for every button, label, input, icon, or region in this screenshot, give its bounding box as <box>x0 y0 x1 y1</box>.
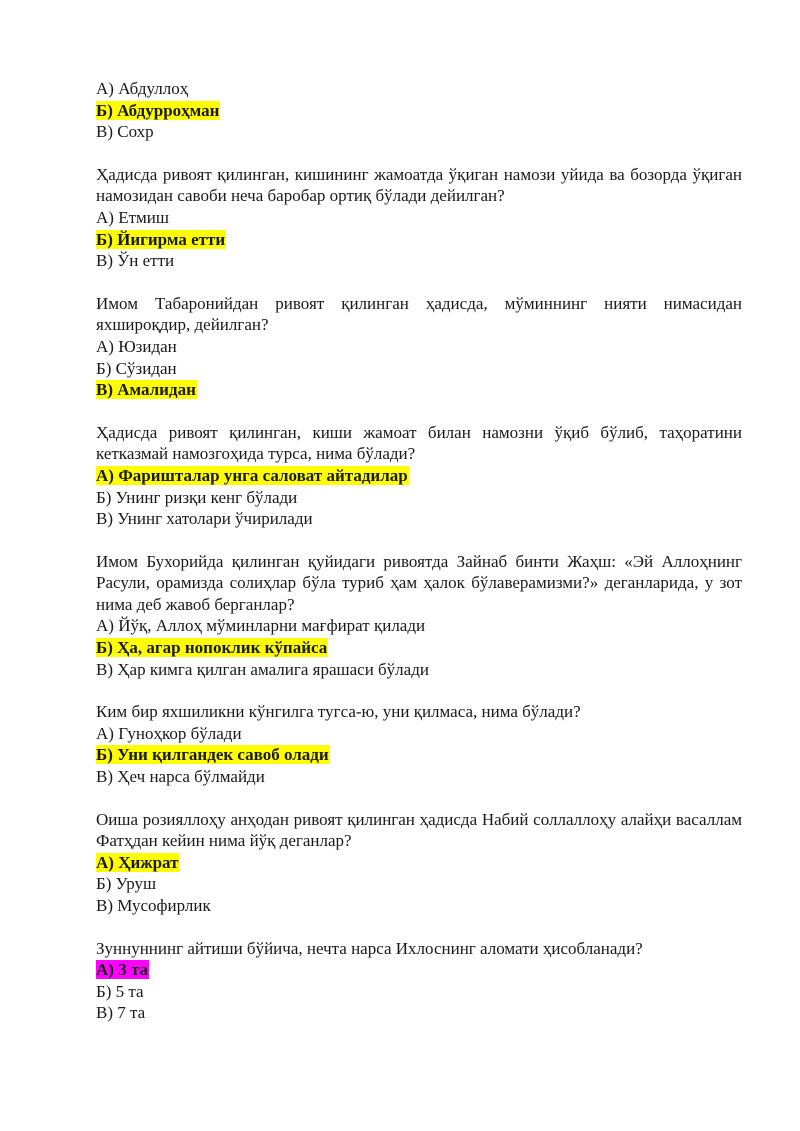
correct-answer-option: Б) Йигирма етти <box>96 229 226 249</box>
question-block-3 <box>96 422 742 530</box>
question-block-1 <box>96 164 742 272</box>
question-block-7 <box>96 938 742 1024</box>
answer-option: В) Сохр <box>96 122 154 142</box>
question-block-5 <box>96 701 742 787</box>
correct-answer-option: Б) Абдурроҳман <box>96 100 220 120</box>
question-text: Оиша розияллоҳу анҳодан ривоят қилинган ҳадисда Набий соллаллоҳу алайҳи васаллам Фатҳдан кейин нима йўқ деганлар? <box>96 809 742 851</box>
answer-option: А) Юзидан <box>96 336 177 356</box>
correct-answer-option: А) 3 та <box>96 960 148 980</box>
question-text: Ҳадисда ривоят қилинган, киши жамоат билан намозни ўқиб бўлиб, таҳоратини кетказмай намозгоҳида турса, нима бўлади? <box>96 422 742 464</box>
correct-answer-option: А) Ҳижрат <box>96 852 179 872</box>
question-block-2 <box>96 293 742 401</box>
question-text: Ҳадисда ривоят қилинган, кишининг жамоатда ўқиган намози уйида ва бозорда ўқиган намозидан савоби неча баробар ортиқ бўлади дейилган? <box>96 164 742 206</box>
document-page <box>96 78 742 1045</box>
correct-answer-option: А) Фаришталар унга саловат айтадилар <box>96 465 408 485</box>
answer-option: А) Етмиш <box>96 207 169 227</box>
question-block-0 <box>96 78 742 143</box>
answer-option: В) Унинг хатолари ўчирилади <box>96 509 313 529</box>
answer-option: Б) 5 та <box>96 981 144 1001</box>
answer-option: В) Мусофирлик <box>96 896 211 915</box>
correct-answer-option: В) Амалидан <box>96 380 196 400</box>
answer-option: В) Ҳеч нарса бўлмайди <box>96 767 265 787</box>
correct-answer-option: Б) Уни қилгандек савоб олади <box>96 745 329 765</box>
answer-option: В) Ҳар кимга қилган амалига ярашаси бўлади <box>96 659 429 679</box>
answer-option: Б) Унинг ризқи кенг бўлади <box>96 487 298 507</box>
answer-option: А) Абдуллоҳ <box>96 79 189 98</box>
answer-option: В) 7 та <box>96 1003 146 1023</box>
question-block-6 <box>96 809 742 917</box>
question-text: Имом Табаронийдан ривоят қилинган ҳадисда, мўминнинг нияти нимасидан яхшироқдир, дейилган? <box>96 293 742 335</box>
answer-option: Б) Сўзидан <box>96 358 177 378</box>
question-text: Зуннуннинг айтиши бўйича, нечта нарса Ихлоснинг аломати ҳисобланади? <box>96 938 643 958</box>
answer-option: В) Ўн етти <box>96 251 175 271</box>
answer-option: А) Йўқ, Аллоҳ мўминларни мағфират қилади <box>96 616 426 636</box>
answer-option: Б) Уруш <box>96 874 157 894</box>
question-text: Имом Бухорийда қилинган қуйидаги ривоятда Зайнаб бинти Жаҳш: «Эй Аллоҳнинг Расули, орамизда солиҳлар бўла туриб ҳам ҳалок бўлаверамизми?» деганларида, у зот нима деб жавоб берганлар? <box>96 551 742 614</box>
correct-answer-option: Б) Ҳа, агар нопоклик кўпайса <box>96 638 328 658</box>
question-block-4 <box>96 551 742 681</box>
answer-option: А) Гуноҳкор бўлади <box>96 723 242 743</box>
question-text: Ким бир яхшиликни кўнгилга тугса-ю, уни қилмаса, нима бўлади? <box>96 702 581 722</box>
